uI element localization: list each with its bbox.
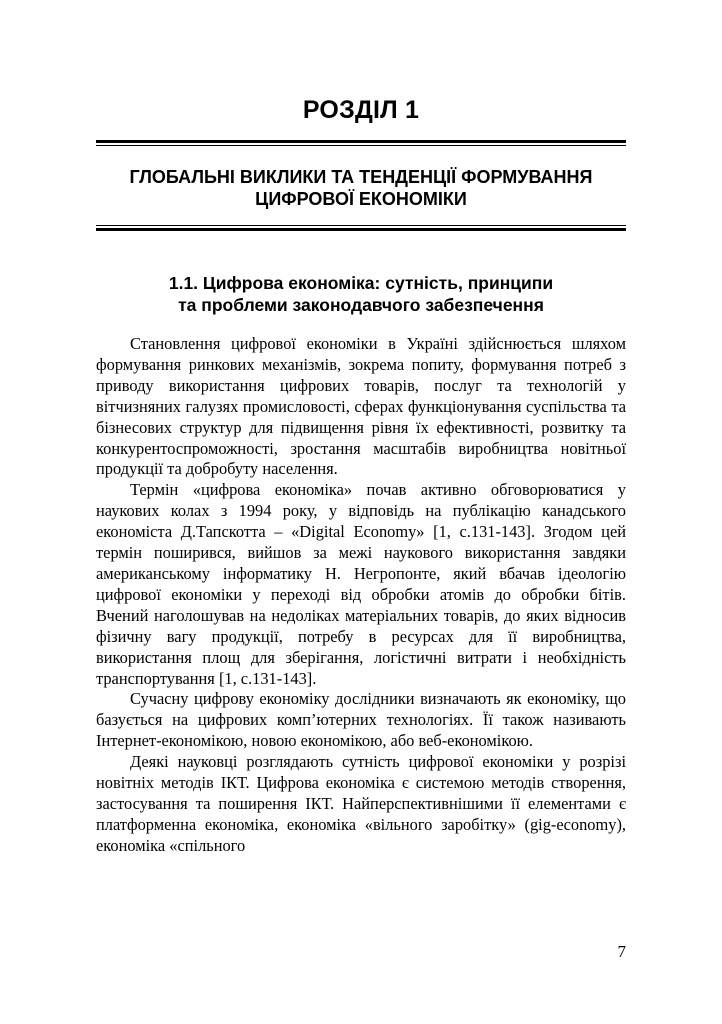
body-text — [96, 334, 626, 857]
paragraph: Термін «цифрова економіка» почав активно обговорюватися у наукових колах з 1994 року, у відповідь на публікацію канадського економіста Д.Тапскотта – «Digital Economy» [1, с.131-143]. Згодом цей термін поширився, вийшов за межі наукового використання завдяки американському інформатику Н. Негропонте, який вбачав ідеологію цифрової економіки у переході від обробки атомів до обробки бітів. Вчений наголошував на недоліках матеріальних товарів, до яких відносив фізичну вагу продукції, потребу в ресурсах для її виробництва, використання площ для зберігання, логістичні витрати і необхідність транспортування [1, с.131-143]. — [96, 480, 626, 688]
chapter-heading: РОЗДІЛ 1 — [302, 96, 420, 124]
chapter-title — [96, 166, 626, 210]
section-title-line: 1.1. Цифрова економіка: сутність, принципи — [168, 273, 554, 293]
top-double-rule — [96, 140, 626, 146]
chapter-title-line: ГЛОБАЛЬНІ ВИКЛИКИ ТА ТЕНДЕНЦІЇ ФОРМУВАННЯ — [129, 167, 593, 187]
chapter-title-line: ЦИФРОВОЇ ЕКОНОМІКИ — [255, 189, 467, 209]
page-number: 7 — [617, 942, 626, 961]
bottom-double-rule — [96, 225, 626, 231]
paragraph: Сучасну цифрову економіку дослідники визначають як економіку, що базується на цифрових комп’ютерних технологіях. Її також називають Інтернет-економікою, новою економікою, або веб-економікою. — [96, 689, 626, 751]
section-title — [96, 272, 626, 316]
paragraph: Становлення цифрової економіки в Україні здійснюється шляхом формування ринкових механізмів, зокрема попиту, формування потреб з приводу використання цифрових товарів, послуг та технологій у вітчизняних галузях промисловості, сферах функціонування суспільства та бізнесових структур для підвищення рівня їх ефективності, розвитку та конкурентоспроможності, зростання масштабів виробництва новітньої продукції та добробуту населення. — [96, 334, 626, 479]
paragraph: Деякі науковці розглядають сутність цифрової економіки у розрізі новітніх методів ІКТ. Цифрова економіка є системою методів створення, застосування та поширення ІКТ. Найперспективнішими її елементами є платформенна економіка, економіка «вільного заробітку» (gig-economy), економіка «спільного — [96, 752, 626, 855]
section-title-line: та проблеми законодавчого забезпечення — [178, 295, 544, 315]
